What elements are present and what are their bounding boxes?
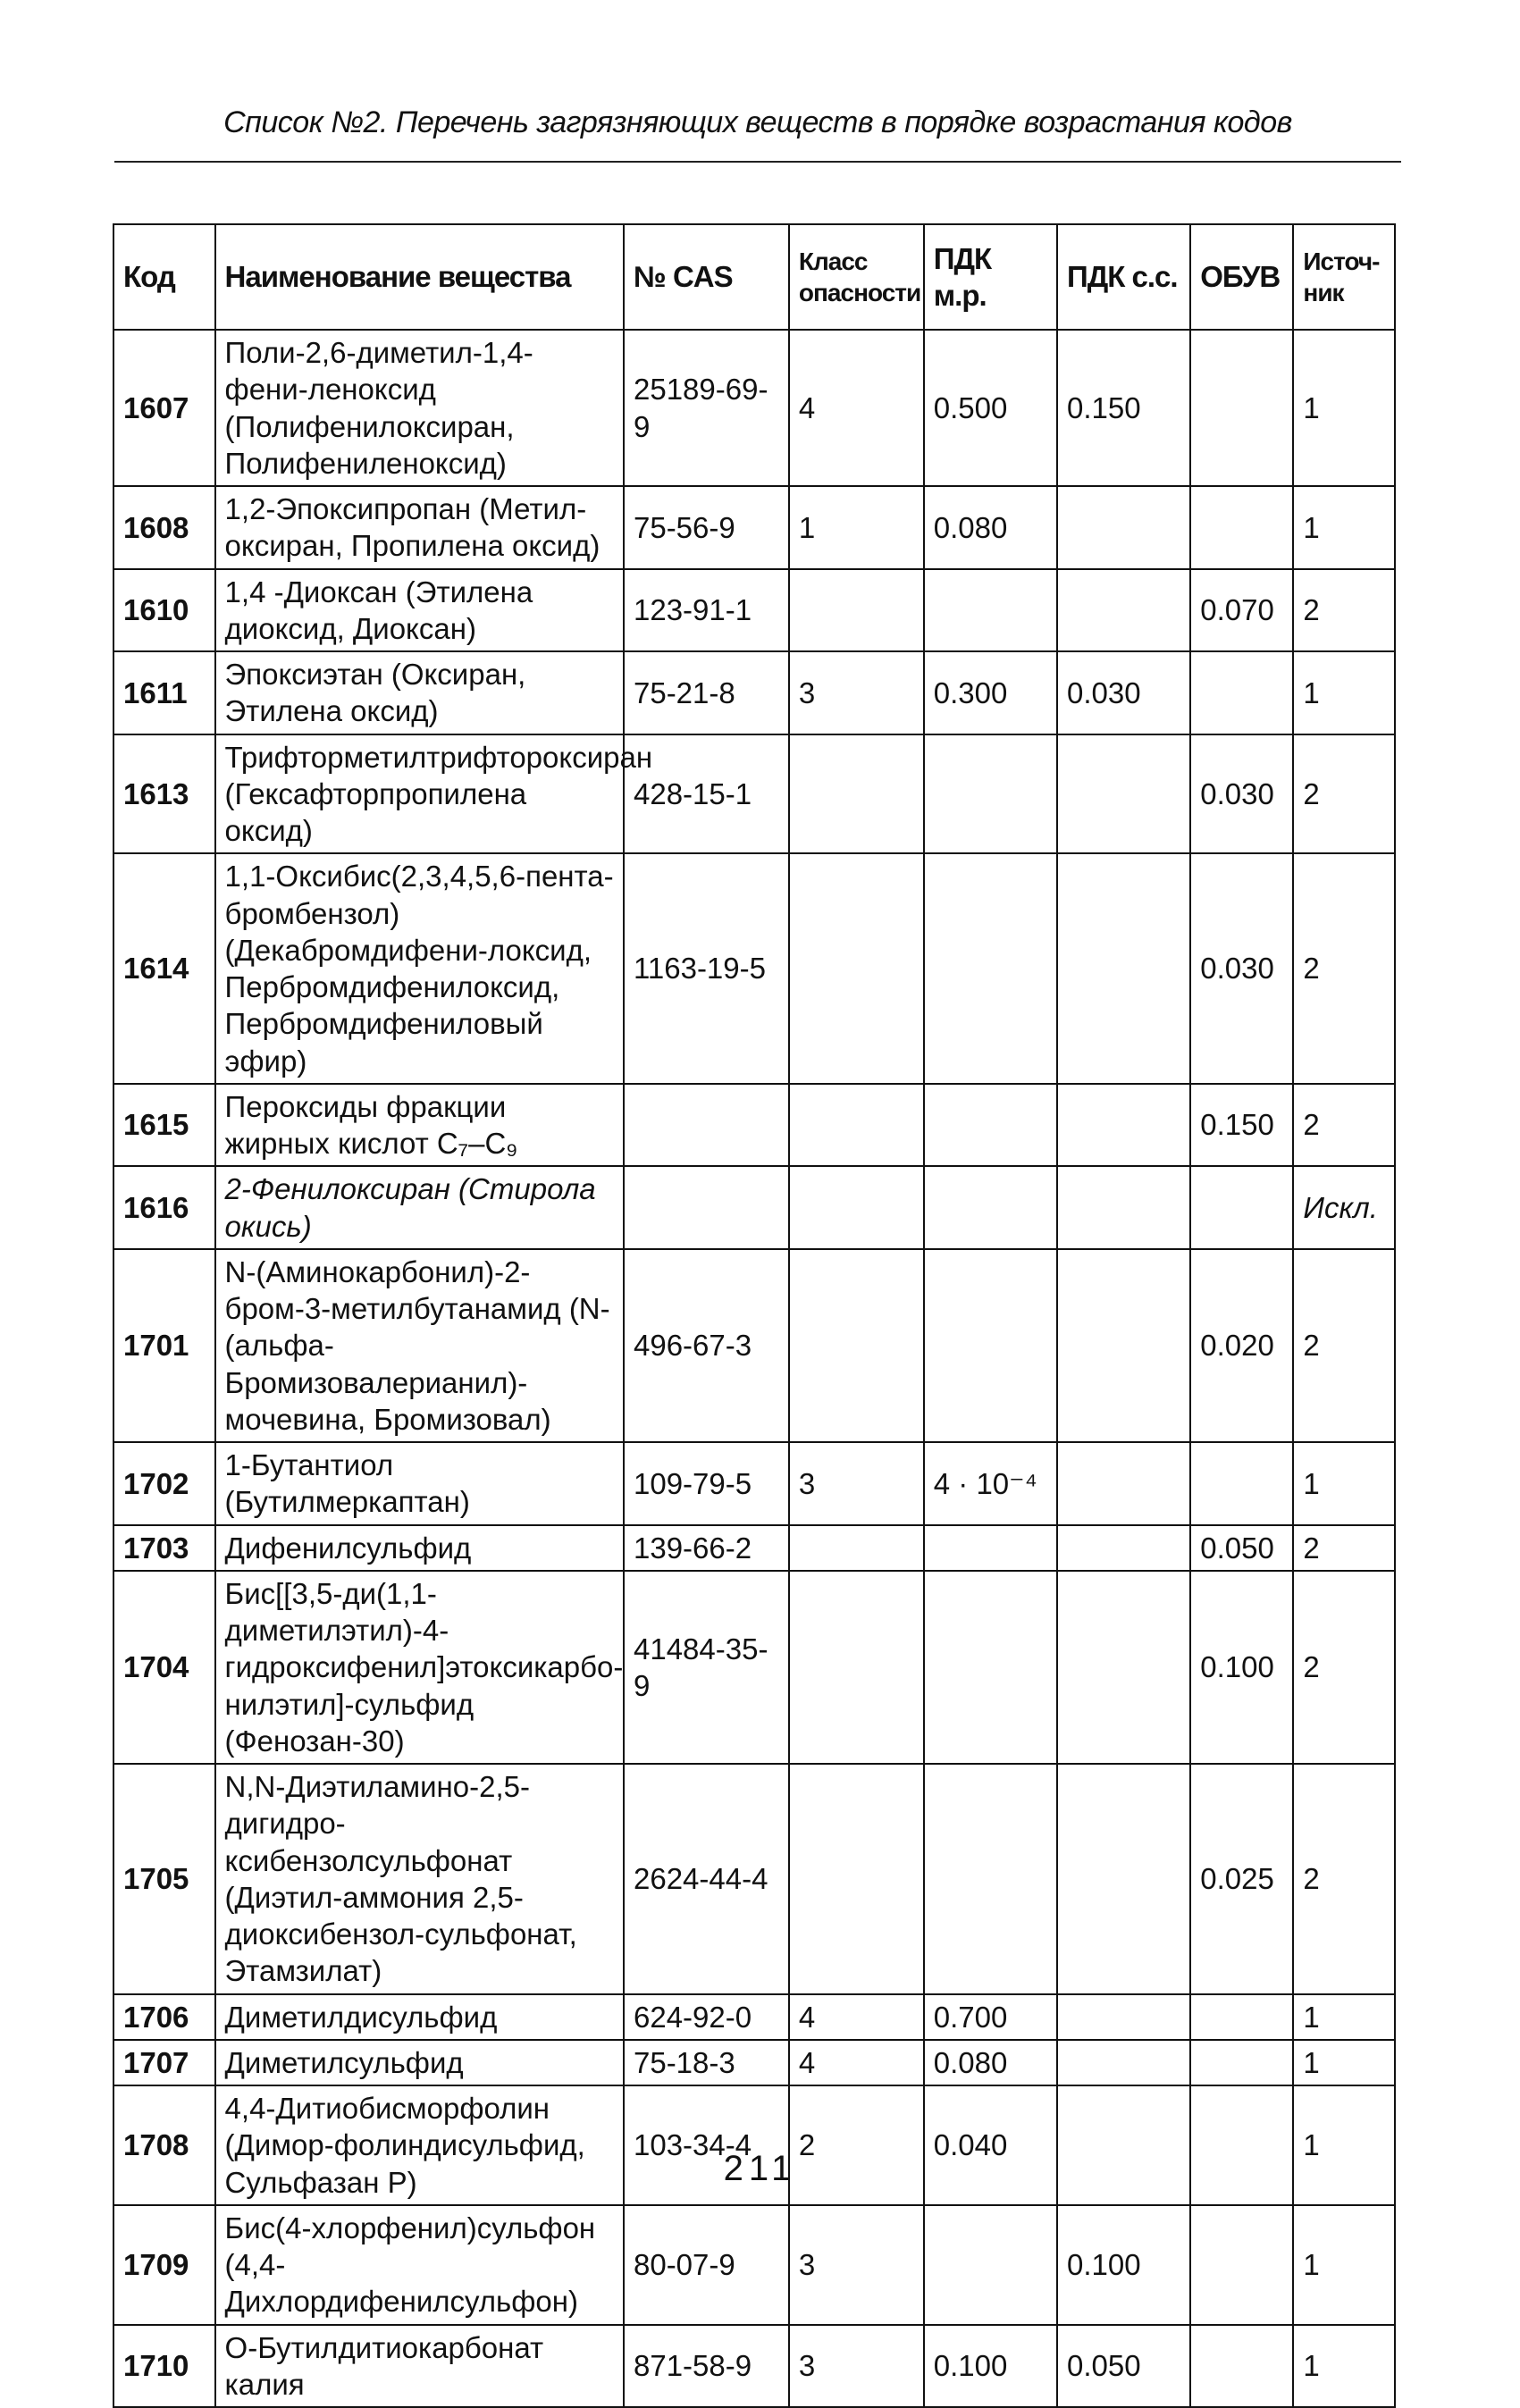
cell-obuv — [1190, 1166, 1293, 1249]
header-cas: № CAS — [624, 224, 789, 330]
cell-cas: 1163-19-5 — [624, 853, 789, 1084]
cell-obuv — [1190, 2205, 1293, 2325]
substances-table — [113, 223, 1396, 2408]
cell-cas: 103-34-4 — [624, 2085, 789, 2205]
cell-pdk-ss — [1057, 1084, 1190, 1167]
table-row — [113, 734, 1395, 854]
cell-name: N-(Аминокарбонил)-2-бром-3-метилбутанамид (N-(альфа-Бромизовалерианил)-мочевина, Бромизовал) — [215, 1249, 624, 1442]
cell-source: 1 — [1293, 330, 1395, 486]
cell-obuv — [1190, 1442, 1293, 1525]
cell-cas: 75-21-8 — [624, 651, 789, 734]
cell-pdk-mr: 0.700 — [924, 1994, 1057, 2040]
cell-code: 1616 — [113, 1166, 215, 1249]
cell-pdk-ss: 0.100 — [1057, 2205, 1190, 2325]
cell-source: 1 — [1293, 486, 1395, 569]
header-pdk-mr: ПДК м.р. — [924, 224, 1057, 330]
cell-code: 1703 — [113, 1525, 215, 1571]
cell-cas: 871-58-9 — [624, 2325, 789, 2408]
cell-source: 1 — [1293, 1994, 1395, 2040]
cell-cas: 139-66-2 — [624, 1525, 789, 1571]
table-row — [113, 853, 1395, 1084]
cell-code: 1610 — [113, 569, 215, 652]
cell-name: О-Бутилдитиокарбонат калия — [215, 2325, 624, 2408]
cell-pdk-mr — [924, 1084, 1057, 1167]
cell-source: Искл. — [1293, 1166, 1395, 1249]
cell-cas: 41484-35-9 — [624, 1571, 789, 1764]
table-row — [113, 1764, 1395, 1994]
cell-source: 2 — [1293, 853, 1395, 1084]
cell-pdk-mr — [924, 1571, 1057, 1764]
cell-pdk-mr — [924, 853, 1057, 1084]
cell-source: 2 — [1293, 1249, 1395, 1442]
cell-pdk-mr — [924, 1166, 1057, 1249]
cell-obuv — [1190, 2040, 1293, 2085]
cell-cas — [624, 1166, 789, 1249]
table-row — [113, 2040, 1395, 2085]
cell-pdk-ss — [1057, 1994, 1190, 2040]
table-header-row — [113, 224, 1395, 330]
cell-pdk-mr: 0.080 — [924, 2040, 1057, 2085]
cell-pdk-ss — [1057, 1525, 1190, 1571]
cell-pdk-mr — [924, 2205, 1057, 2325]
cell-name: 1,1-Оксибис(2,3,4,5,6-пента-бромбензол) (Декабромдифени-локсид, Пербромдифенилоксид, Пербромдифениловый эфир) — [215, 853, 624, 1084]
cell-name: Пероксиды фракции жирных кислот C₇–C₉ — [215, 1084, 624, 1167]
cell-name: Бис[[3,5-ди(1,1-диметилэтил)-4-гидроксифенил]этоксикарбо-нилэтил]-сульфид (Фенозан-30) — [215, 1571, 624, 1764]
cell-code: 1702 — [113, 1442, 215, 1525]
cell-code: 1607 — [113, 330, 215, 486]
cell-code: 1706 — [113, 1994, 215, 2040]
cell-hazard-class — [789, 853, 924, 1084]
cell-name: 1-Бутантиол (Бутилмеркаптан) — [215, 1442, 624, 1525]
cell-hazard-class: 4 — [789, 1994, 924, 2040]
table-row — [113, 1166, 1395, 1249]
cell-code: 1701 — [113, 1249, 215, 1442]
cell-cas: 2624-44-4 — [624, 1764, 789, 1994]
cell-pdk-mr — [924, 1249, 1057, 1442]
header-source: Источ-ник — [1293, 224, 1395, 330]
cell-code: 1707 — [113, 2040, 215, 2085]
cell-hazard-class — [789, 734, 924, 854]
header-rule — [114, 161, 1401, 163]
cell-obuv — [1190, 330, 1293, 486]
cell-name: 2-Фенилоксиран (Стирола окись) — [215, 1166, 624, 1249]
cell-obuv — [1190, 1994, 1293, 2040]
cell-source: 1 — [1293, 2040, 1395, 2085]
table-row — [113, 2325, 1395, 2408]
cell-obuv: 0.030 — [1190, 853, 1293, 1084]
cell-source: 1 — [1293, 1442, 1395, 1525]
table-row — [113, 330, 1395, 486]
cell-code: 1615 — [113, 1084, 215, 1167]
table-row — [113, 1442, 1395, 1525]
cell-hazard-class: 4 — [789, 2040, 924, 2085]
table-row — [113, 651, 1395, 734]
cell-pdk-mr: 0.040 — [924, 2085, 1057, 2205]
cell-name: 1,2-Эпоксипропан (Метил-оксиран, Пропилена оксид) — [215, 486, 624, 569]
table-row — [113, 1525, 1395, 1571]
cell-hazard-class: 3 — [789, 2325, 924, 2408]
cell-pdk-ss — [1057, 1571, 1190, 1764]
cell-pdk-ss — [1057, 1442, 1190, 1525]
cell-pdk-ss — [1057, 853, 1190, 1084]
cell-pdk-ss: 0.150 — [1057, 330, 1190, 486]
header-pdk-ss: ПДК с.с. — [1057, 224, 1190, 330]
cell-source: 2 — [1293, 569, 1395, 652]
cell-obuv: 0.070 — [1190, 569, 1293, 652]
cell-source: 2 — [1293, 1084, 1395, 1167]
cell-obuv — [1190, 2325, 1293, 2408]
cell-name: Эпоксиэтан (Оксиран, Этилена оксид) — [215, 651, 624, 734]
cell-hazard-class: 4 — [789, 330, 924, 486]
cell-code: 1704 — [113, 1571, 215, 1764]
cell-source: 2 — [1293, 734, 1395, 854]
cell-name: Трифторметилтрифтороксиран (Гексафторпропилена оксид) — [215, 734, 624, 854]
table-row — [113, 1571, 1395, 1764]
cell-hazard-class — [789, 1525, 924, 1571]
cell-pdk-mr: 0.500 — [924, 330, 1057, 486]
cell-name: Поли-2,6-диметил-1,4-фени-леноксид (Полифенилоксиран, Полифениленоксид) — [215, 330, 624, 486]
cell-code: 1710 — [113, 2325, 215, 2408]
cell-code: 1613 — [113, 734, 215, 854]
cell-name: N,N-Диэтиламино-2,5-дигидро-ксибензолсульфонат (Диэтил-аммония 2,5-диоксибензол-сульфонат, Этамзилат) — [215, 1764, 624, 1994]
cell-pdk-mr: 0.300 — [924, 651, 1057, 734]
cell-hazard-class — [789, 1084, 924, 1167]
cell-obuv — [1190, 651, 1293, 734]
cell-pdk-ss — [1057, 1764, 1190, 1994]
cell-pdk-ss — [1057, 734, 1190, 854]
cell-obuv: 0.050 — [1190, 1525, 1293, 1571]
cell-code: 1614 — [113, 853, 215, 1084]
cell-source: 2 — [1293, 1571, 1395, 1764]
cell-name: Диметилсульфид — [215, 2040, 624, 2085]
cell-pdk-mr: 0.080 — [924, 486, 1057, 569]
cell-pdk-mr — [924, 569, 1057, 652]
cell-obuv: 0.100 — [1190, 1571, 1293, 1764]
cell-hazard-class — [789, 1249, 924, 1442]
cell-code: 1611 — [113, 651, 215, 734]
table-body — [113, 330, 1395, 2407]
running-title: Список №2. Перечень загрязняющих веществ в порядке возрастания кодов — [223, 105, 1292, 139]
table-row — [113, 1249, 1395, 1442]
cell-source: 1 — [1293, 2205, 1395, 2325]
cell-cas: 25189-69-9 — [624, 330, 789, 486]
cell-name: 4,4-Дитиобисморфолин (Димор-фолиндисульфид, Сульфазан Р) — [215, 2085, 624, 2205]
cell-pdk-ss: 0.030 — [1057, 651, 1190, 734]
cell-pdk-ss — [1057, 1166, 1190, 1249]
cell-obuv: 0.150 — [1190, 1084, 1293, 1167]
cell-name: Дифенилсульфид — [215, 1525, 624, 1571]
cell-code: 1708 — [113, 2085, 215, 2205]
cell-obuv: 0.030 — [1190, 734, 1293, 854]
cell-pdk-mr: 4 · 10⁻⁴ — [924, 1442, 1057, 1525]
page-number: 211 — [723, 2149, 797, 2188]
cell-cas: 75-56-9 — [624, 486, 789, 569]
cell-source: 1 — [1293, 651, 1395, 734]
header-obuv: ОБУВ — [1190, 224, 1293, 330]
table-row — [113, 2205, 1395, 2325]
cell-name: 1,4 -Диоксан (Этилена диоксид, Диоксан) — [215, 569, 624, 652]
cell-source: 1 — [1293, 2085, 1395, 2205]
cell-hazard-class — [789, 1166, 924, 1249]
cell-pdk-ss: 0.050 — [1057, 2325, 1190, 2408]
cell-pdk-ss — [1057, 1249, 1190, 1442]
cell-cas: 109-79-5 — [624, 1442, 789, 1525]
cell-source: 2 — [1293, 1764, 1395, 1994]
cell-obuv: 0.025 — [1190, 1764, 1293, 1994]
cell-pdk-ss — [1057, 2040, 1190, 2085]
cell-hazard-class — [789, 569, 924, 652]
cell-cas — [624, 1084, 789, 1167]
cell-cas: 80-07-9 — [624, 2205, 789, 2325]
cell-hazard-class — [789, 1764, 924, 1994]
cell-cas: 123-91-1 — [624, 569, 789, 652]
header-code: Код — [113, 224, 215, 330]
cell-pdk-mr — [924, 1764, 1057, 1994]
cell-hazard-class: 3 — [789, 2205, 924, 2325]
cell-pdk-ss — [1057, 569, 1190, 652]
cell-hazard-class: 3 — [789, 651, 924, 734]
cell-cas: 496-67-3 — [624, 1249, 789, 1442]
cell-name: Диметилдисульфид — [215, 1994, 624, 2040]
cell-code: 1705 — [113, 1764, 215, 1994]
cell-hazard-class: 2 — [789, 2085, 924, 2205]
cell-obuv — [1190, 486, 1293, 569]
cell-hazard-class: 3 — [789, 1442, 924, 1525]
header-hazard-class: Класс опасности — [789, 224, 924, 330]
cell-pdk-mr: 0.100 — [924, 2325, 1057, 2408]
cell-code: 1709 — [113, 2205, 215, 2325]
header-name: Наименование вещества — [215, 224, 624, 330]
cell-cas: 428-15-1 — [624, 734, 789, 854]
cell-hazard-class: 1 — [789, 486, 924, 569]
cell-pdk-mr — [924, 1525, 1057, 1571]
cell-cas: 75-18-3 — [624, 2040, 789, 2085]
cell-hazard-class — [789, 1571, 924, 1764]
table-row — [113, 1994, 1395, 2040]
table-row — [113, 1084, 1395, 1167]
cell-source: 2 — [1293, 1525, 1395, 1571]
table-row — [113, 486, 1395, 569]
table-row — [113, 569, 1395, 652]
cell-pdk-ss — [1057, 486, 1190, 569]
cell-cas: 624-92-0 — [624, 1994, 789, 2040]
cell-obuv: 0.020 — [1190, 1249, 1293, 1442]
cell-pdk-mr — [924, 734, 1057, 854]
cell-source: 1 — [1293, 2325, 1395, 2408]
cell-name: Бис(4-хлорфенил)сульфон (4,4-Дихлордифенилсульфон) — [215, 2205, 624, 2325]
cell-code: 1608 — [113, 486, 215, 569]
